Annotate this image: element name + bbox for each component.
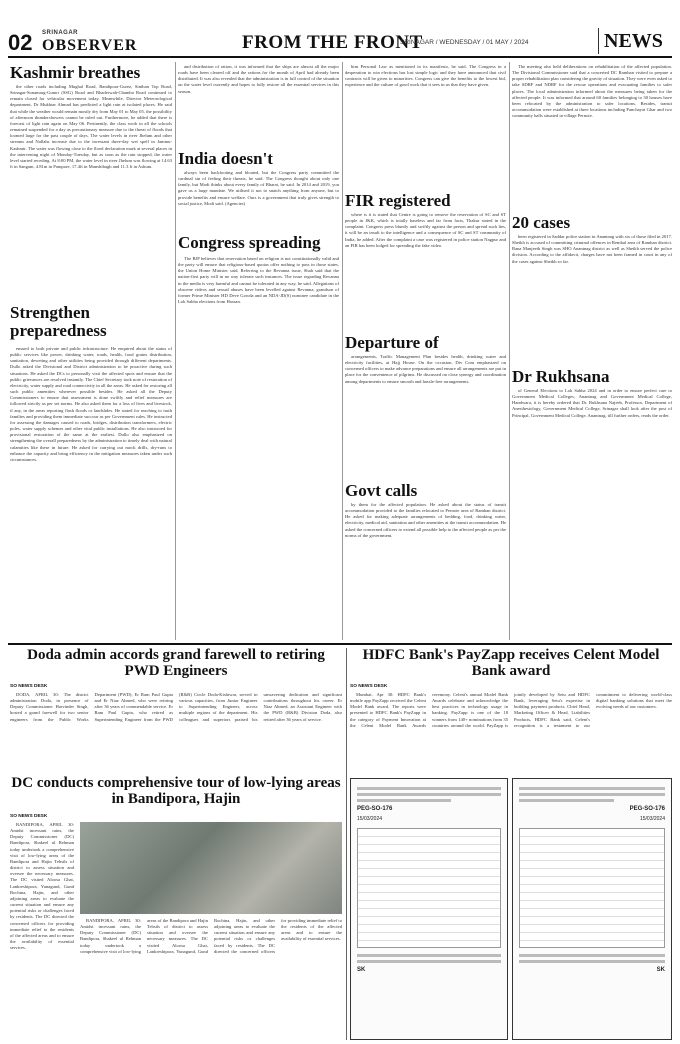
dateline: SRINAGAR / WEDNESDAY / 01 MAY / 2024 xyxy=(400,39,529,46)
govt-body: by them for the affected population. He asked about the status of transit accommodation provided to the families relocated to Pernote area of Ramban district. He asked for making adequate arrangements of bedding, food, drinking water, electricity, medical aid, sanitation and other amenities at the transit accommodation. He asked the concerned officers to extend all possible help to the affected people as per the norms of the government. xyxy=(345,502,506,538)
strengthen-body: ensued to both private and public infrastructure. He enquired about the status of public services like power, drinking water, roads, health, food grains distribution, sanitation, deweting and other utilities being provided through different departments. Dullo asked the Divisional and District administration to be proactive during such situations. He asked the DCs to personally visit the affected spots and ensure that the public grievances are resolved instantly. The Chief Secretary took note of restoration of electricity, water supply and road connectivity in all the areas. He asked for restoring all such public amenities wherever possible besides. He asked all the Deputy Commissioners to ensure that assessment is done swiftly and relief measures are followed strictly as per set norms. He also asked them for a loss of lives and livestock, if any, in the areas reporting flash floods or landslides. He stated for reaching to truth families and providing them immediate succour as per Government rules. He instructed for assessing the damages caused to roads, bridges, distribution transformers, electric poles, water supply schemes and other vital public installations. He also instructed for provisional restoration of the same at the earliest. Dullo also emphasized on strengthening the overall preparedness by the administration to timely deal with natural calamities like these in future. He asked for carrying out mock drills, dry-runs to enhance the capacity and bring efficiency in the mitigation measures taken under such circumstances. xyxy=(10,346,172,462)
congress-body: The BJP believes that reservation based on religion is not constitutionally valid and the party will ensure that religious-based quotas offer nothing to pass in those states, the Union Home Minister said. Referring to the Revanna issue, Shah said that the nation-first party will in no way tolerate such instances. The issue regarding Revanna in the media is very harmful and cannot be tolerated in any way, he said. Allegations of obscene videos and sexual abuses have been levelled against Revanna, grandson of former Prime Minister HD Deve Gowda and an NDA-JD(S) nominee candidate in the Lok Sabha elections from Hassan. xyxy=(178,256,339,305)
india-headline: India doesn't xyxy=(178,149,273,168)
ad-date: 15/03/2024 xyxy=(639,816,665,822)
brand-small: SRINAGAR xyxy=(42,30,79,36)
india-top-body: and distribution of ration, it was informed that the ships are almost all the major roads have been cleared off and the rations for the month of April had already been distributed. It was also revealed that the administration is in full control of the situation on the water level currently and hopes to fully restore all the essential services in this season. xyxy=(178,64,339,94)
rukhsana-body: of General Elections to Lok Sabha 2024 and in order to ensure perfect care to Government Medical Colleges, Anantnag and Government Medical College, Handwara, it is hereby ordered that Dr. Rukhsana Najeeb, Professor, Department of Anesthesiology, Government Medical College, Srinagar shall look after the post of Principal, Government Medical College, Anantnag, till further orders, reads the order. xyxy=(512,388,672,418)
section-rule xyxy=(8,643,672,645)
dc-headline: DC conducts comprehensive tour of low-lying areas in Bandipora, Hajin xyxy=(11,775,341,807)
cases-headline: 20 cases xyxy=(512,213,571,232)
kashmir-body: the other roads including Mughal Road, Bandipora-Gurez, Sinthan Top Road, Srinagar-Sonamarg-Gumri (SSG) Road and Bhaderwah-Chamba Road continued to remain closed for vehicular movement today. Meanwhile, Director Meteorological department, Dr Mukhtar Ahmad has predicted a light rain at isolated places. He said that while the weather would remain mostly dry from May 01 to May 05, the possibility of afternoon thundershowers cannot be ruled out. Furthermore, he added that there is forecast of light rain again on May 06. Pertinently, the class work in all the schools remained suspended for a day as precautionary measure due to the threat of floods that loomed large for the past couple of days. The water levels in river Jhelum and other streams and Nallahs increase due to the incessant three-day wet spell in Jammu-Kashmir. The water was flowing close to the flood declaration mark at several places in the intervening night of Monday-Tuesday, but as soon as the rain stopped, the water level started receding. At 8:00 PM, the water level in river Jhelum was flowing at 14.63 ft in Sangam, 4.81m in Pampore, 17.4ft in Munshibagh and 11.3 ft in Ashum. xyxy=(10,84,172,170)
page-number: 02 xyxy=(8,30,33,55)
ad-date: 15/03/2024 xyxy=(357,816,383,822)
dc-body-continued: BANDIPORA, APRIL 30: Amidst incessant rains, the Deputy Commissioner (DC) Bandipora, Shakeel ul Rehman today undertook a comprehensive visit of low-lying areas of the Bandipora and Hajin Tehsils of district to assess situation and oversee the necessary measures. The DC visited Aloosa Ghat, Lankreshipora, Yunagund, Gund Bochina, Hajin, and other adjoining areas to evaluate the current situation and ensure any potential risks or challenges faced by residents. The DC directed the concerned officers for providing immediate relief to the residents of the affected areas and to ensure the availability of essential services. xyxy=(80,918,342,954)
divider xyxy=(175,62,176,640)
ad-code: PEG-SO-176 xyxy=(357,806,393,812)
divider xyxy=(598,28,599,54)
tender-ad-right xyxy=(512,778,672,1040)
india-body: always been backfooting and bloated, but the Congress party committed the cardinal sin of feeling their threats, he said. The Congress thought about only one family, but Modi thinks about every family of Bharat, he said. In 2014 and 2019, you gave us a large mandate. We utilised it not to snatch anything from anyone, but to provide benefits and ensure welfare. Ours is a government that truly gives strength to social justice, Modi said. (Agencies) xyxy=(178,170,339,206)
dc-photo xyxy=(80,822,342,914)
departure-headline: Departure of xyxy=(345,333,439,352)
divider xyxy=(346,648,347,1040)
fir-top-body: him Personal Law as mentioned in its manifesto, he said. The Congress in a desperation to win elections has lost simple logic and they have announced that civil contracts will be given to minorities. Congress can give the benefits to the lowest bid, experience and the culture of good work that it sees in us that they have given. xyxy=(345,64,506,88)
right-top-body: The meeting also held deliberations on rehabilitation of the affected population. The Divisional Commissioner said that a concerted DC Ramban visited to prepare a proper rehabilitation plan considering the gravity of situation. They were even asked to take SDRF and NDRF for the rescue operations and evacuating families to safer places. The local administration informed about the measures being taken for the affected people. It was informed that around 60 families belonging to 30 houses have been relocated by the administration to safer locations. Besides, transit accommodation were established at three locations including Panchayat Ghar and two community halls situated in village Pernote. xyxy=(512,64,672,119)
divider xyxy=(342,62,343,640)
rukhsana-headline: Dr Rukhsana xyxy=(512,367,610,386)
divider xyxy=(509,62,510,640)
govt-headline: Govt calls xyxy=(345,481,418,500)
ad-table xyxy=(519,828,665,948)
ad-footer: SK xyxy=(357,967,366,973)
doda-byline: SO NEWS DESK xyxy=(10,684,48,689)
masthead-rule xyxy=(8,56,672,58)
fir-headline: FIR registered xyxy=(345,191,451,210)
doda-body: DODA, APRIL 30: The district administration Doda, in presence of Deputy Commissioner Harvinder Singh, hosted a grand farewell for two senior engineers from the Public Works Department (PWD), Er Ram Paul Gupta and Er Niaz Ahmed, who were retiring after 36 years of commendable service. Er Ram Paul Gupta, who retired as Superintending Engineer from the PWD (R&B) Circle Doda-Kishtwar, served in various capacities, from Junior Engineer to Superintending Engineer, across multiple regions of the department. His colleagues and superiors praised his unwavering dedication and significant contributions throughout his career. Er Niaz Ahmed, an Assistant Engineer with the PWD (R&B) Division Doda, also retired after 36 years of service. xyxy=(10,692,342,722)
fir-body: where is it is stated that Centre is going to remove the reservation of SC and ST people in J&K, which is totally baseless and far from facts, Thakur stated in the complaint. Congress press bluntly and swiftly against the person and spread such lies, it will be an insult to the intelligence and a consequence of SC and ST community of India, he added. After the complaint a case was registered in police station Nagpur and an FIR has been lodged for spreading the fake video. xyxy=(345,212,506,248)
hdfc-byline: SO NEWS DESK xyxy=(350,684,388,689)
section-news: NEWS xyxy=(604,30,663,52)
hdfc-headline: HDFC Bank's PayZapp receives Celent Model Bank award xyxy=(362,647,660,679)
congress-headline: Congress spreading xyxy=(178,233,321,252)
ad-footer: SK xyxy=(656,967,665,973)
ad-code: PEG-SO-176 xyxy=(629,806,665,812)
brand-logo: OBSERVER xyxy=(42,37,138,54)
ad-table xyxy=(357,828,501,948)
strengthen-headline: Strengthen preparedness xyxy=(10,303,107,340)
cases-body: been registered in Saddar police station in Anantnag with six of those filed in 2017. Sheikh is accused of committing criminal offences in Rembal area of Ramban district. Rana Manjeeth Singh was SHO Anantnag district as well as Sheikh served the police division. According to the affidavit, charges have not been framed in court in any of the cases against Sheikh so far. xyxy=(512,234,672,264)
departure-body: arrangements, Traffic Management Plan besides health, drinking water and electricity facilities, at Hajj House. On the occasion, Div Com emphasized on concerned officers to make advance preparations and ensure all arrangements are put in place for the convenience of pilgrims. He discussed on close synergy and coordination among departments to ensure smooth and hassle-free arrangements. xyxy=(345,354,506,384)
tender-ad-left xyxy=(350,778,508,1040)
dc-byline: SO NEWS DESK xyxy=(10,814,48,819)
section-title: FROM THE FRONT xyxy=(242,32,423,53)
hdfc-body: Mumbai, Apr 30: HDFC Bank's mobile app PayZapp received the Celent Model Bank award. The reports were presented to HDFC Bank's PayZapp in the category of Payment Innovation at the Celent Model Bank Awards ceremony. Celent's annual Model Bank Awards celebrate and acknowledge the best practices in technology usage in banking. PayZapp is one of the 18 winners from 140+ nominations from 35 countries around the world. PayZapp is jointly developed by Setu and HDFC Bank, leveraging Setu's expertise in building payment products. Chief Head, Marketing Officer & Head, Liabilities Products, HDFC Bank said, Celent's recognition is a testament to our commitment to delivering world-class digital banking solutions that meet the evolving needs of our customers. xyxy=(350,692,672,728)
doda-headline: Doda admin accords grand farewell to retiring PWD Engineers xyxy=(27,647,325,679)
dc-body: BANDIPORA, APRIL 30: Amidst incessant rains, the Deputy Commissioner (DC) Bandipora, Shakeel ul Rehman today undertook a comprehensive visit of low-lying areas of the Bandipora and Hajin Tehsils of district to assess situation and oversee the necessary measures. The DC visited Aloosa Ghat, Lankreshipora, Yunagund, Gund Bochina, Hajin, and other adjoining areas to evaluate the current situation and ensure any potential risks or challenges faced by residents. The DC directed the concerned officers for providing immediate relief to the residents of the affected areas and to ensure the availability of essential services. xyxy=(10,822,74,951)
kashmir-headline: Kashmir breathes xyxy=(10,63,141,82)
